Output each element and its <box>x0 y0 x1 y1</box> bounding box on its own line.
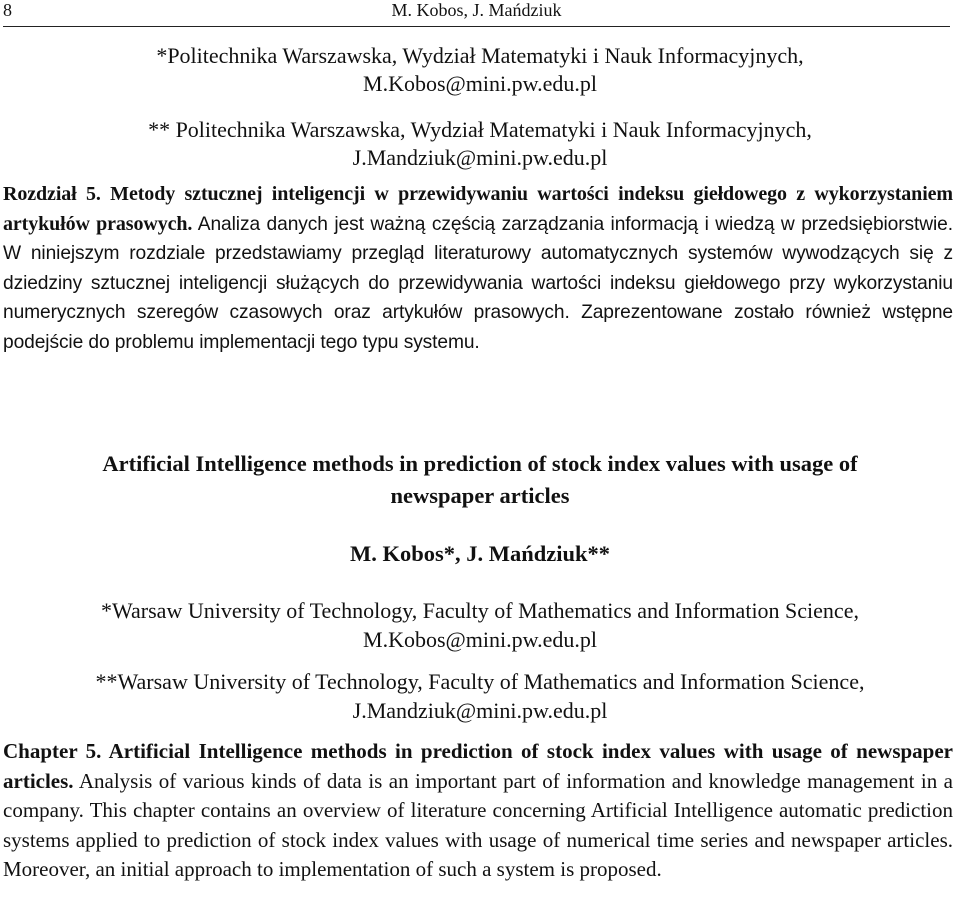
abstract-pl-body: Analiza danych jest ważną częścią zarządzania informacją i wiedzą w przedsiębiorstwie. W niniejszym rozdziale przedstawiamy przegląd literaturowy automatycznych systemów wywodzących się z dziedziny sztucznej inteligencji służących do przewidywania wartości indeksu giełdowego przy wykorzystaniu numerycznych szeregów czasowych oraz artykułów prasowych. Zaprezentowane zostało również wstępne podejście do problemu implementacji tego typu systemu. <box>3 213 953 353</box>
abstract-pl-lead: Rozdział 5. Metody sztucznej inteligencji w przewidywaniu wartości indeksu giełdowego z wykorzystaniem artykułów prasowych. <box>3 183 953 235</box>
affiliation-pl-1-name: *Politechnika Warszawska, Wydział Matematyki i Nauk Informacyjnych, <box>156 43 804 68</box>
affiliation-en-1-email: M.Kobos@mini.pw.edu.pl <box>363 627 597 652</box>
paper-title-line-2: newspaper articles <box>390 483 570 508</box>
paper-title-en <box>0 448 960 512</box>
abstract-pl <box>3 180 953 358</box>
affiliation-en-2-email: J.Mandziuk@mini.pw.edu.pl <box>352 698 608 723</box>
running-header <box>3 0 950 27</box>
paper-title-line-1: Artificial Intelligence methods in prediction of stock index values with usage of <box>102 451 858 476</box>
affiliation-pl-2-email: J.Mandziuk@mini.pw.edu.pl <box>352 145 608 170</box>
affiliation-en-1-name: *Warsaw University of Technology, Faculty of Mathematics and Information Science, <box>101 598 859 623</box>
paper-authors: M. Kobos*, J. Mańdziuk** <box>349 541 611 566</box>
running-head-authors: M. Kobos, J. Mańdziuk <box>391 0 562 20</box>
abstract-en-lead: Chapter 5. Artificial Intelligence methods in prediction of stock index values with usage of newspaper articles. <box>3 739 953 793</box>
affiliation-pl-2-name: ** Politechnika Warszawska, Wydział Matematyki i Nauk Informacyjnych, <box>148 117 812 142</box>
abstract-en <box>3 737 953 885</box>
affiliation-pl-1-email: M.Kobos@mini.pw.edu.pl <box>363 71 597 96</box>
abstract-en-body: Analysis of various kinds of data is an important part of information and knowledge management in a company. This chapter contains an overview of literature concerning Artificial Intelligence automatic prediction systems applied to prediction of stock index values with usage of numerical time series and newspaper articles. Moreover, an initial approach to implementation of such a system is proposed. <box>3 768 953 882</box>
affiliation-en-2-name: **Warsaw University of Technology, Faculty of Mathematics and Information Science, <box>95 669 865 694</box>
page-number: 8 <box>3 0 12 20</box>
